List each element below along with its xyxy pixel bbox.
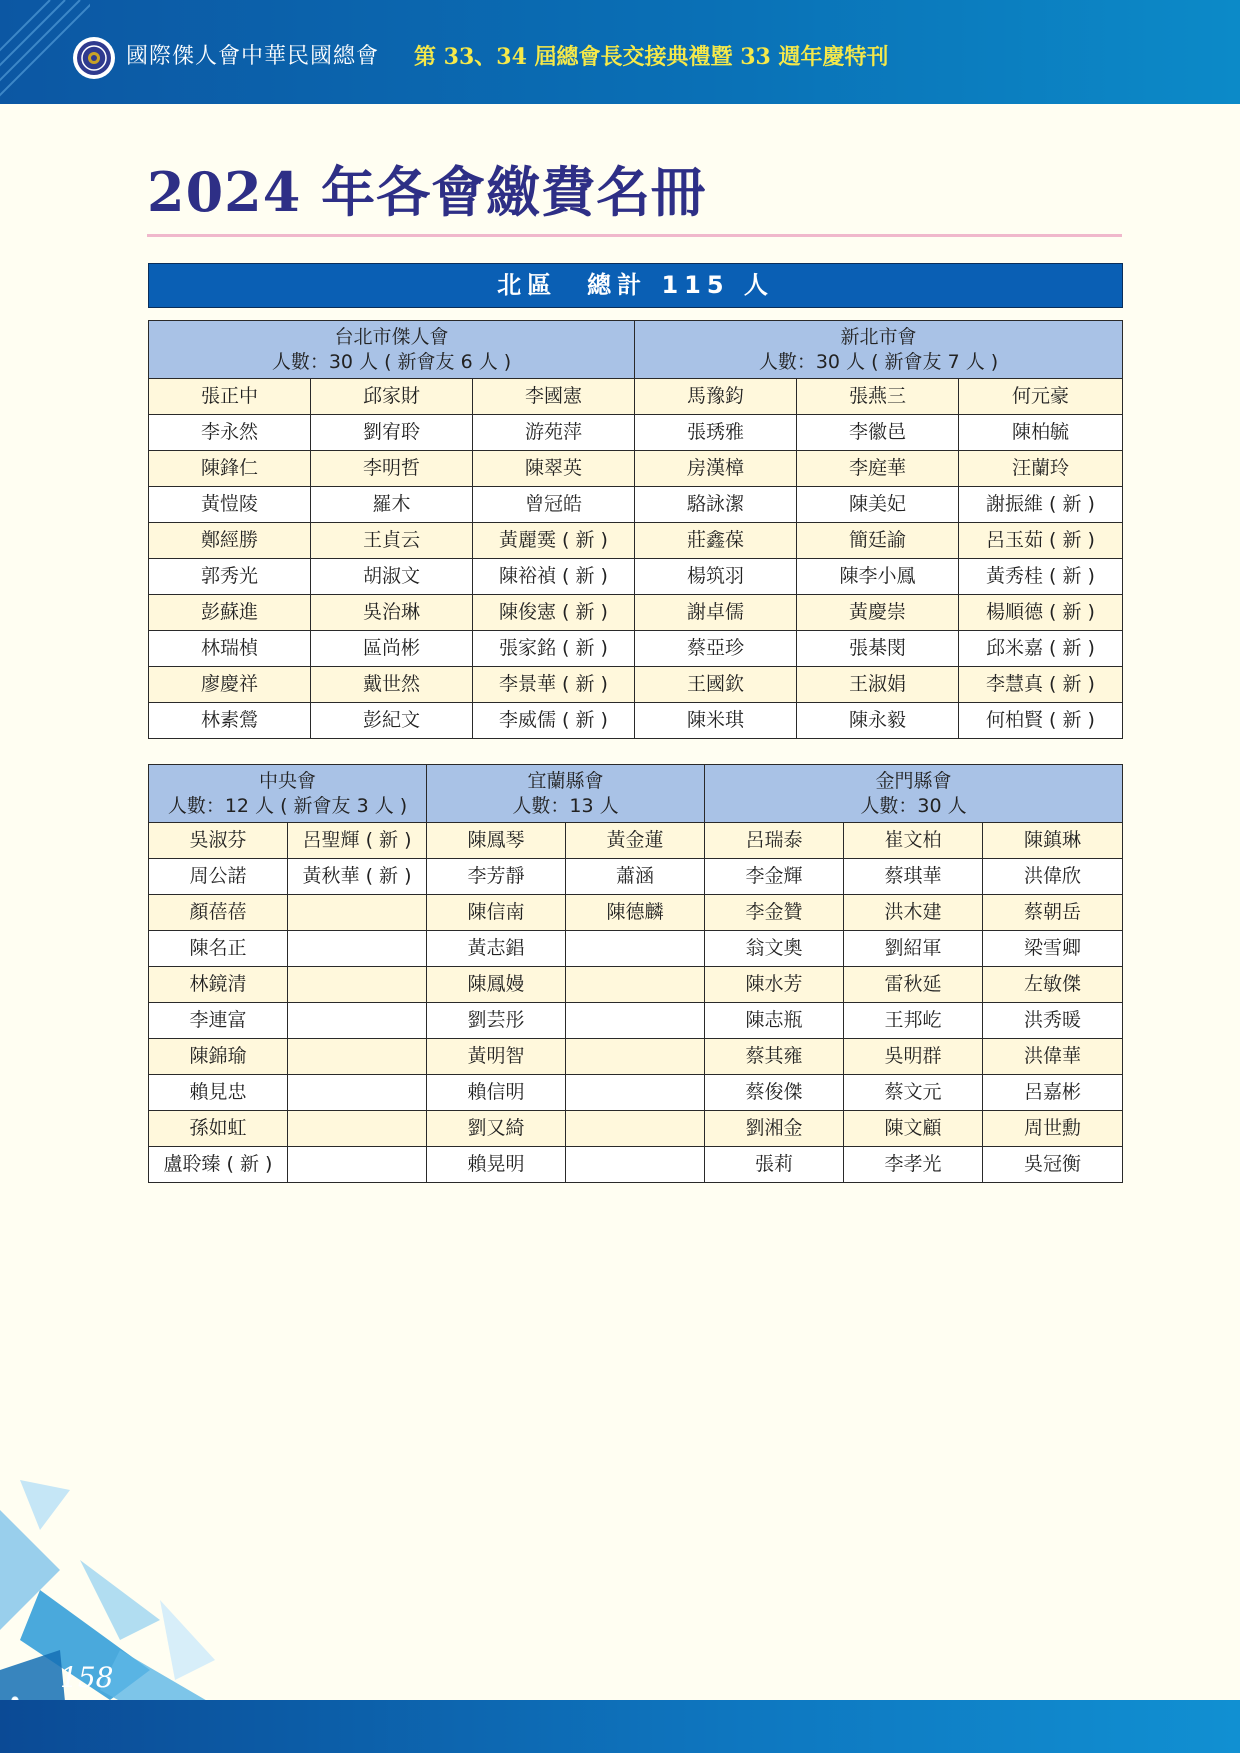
table-row bbox=[149, 931, 1123, 967]
member-name-cell: 羅木 bbox=[311, 487, 473, 523]
member-name-cell: 黃慶崇 bbox=[797, 595, 959, 631]
member-name-cell: 莊鑫葆 bbox=[635, 523, 797, 559]
member-name-cell: 蔡朝岳 bbox=[983, 895, 1123, 931]
member-name-cell: 陳鋒仁 bbox=[149, 451, 311, 487]
club-member-count: 人數：30 人 ( 新會友 6 人 ) bbox=[271, 350, 512, 373]
member-name-cell: 黃明智 bbox=[427, 1039, 566, 1075]
member-name-cell: 黃麗霙 ( 新 ) bbox=[473, 523, 635, 559]
member-name-cell bbox=[566, 1075, 705, 1111]
member-name-cell bbox=[288, 931, 427, 967]
member-name-cell: 李連富 bbox=[149, 1003, 288, 1039]
organization-name: 國際傑人會中華民國總會 bbox=[126, 44, 380, 69]
member-name-cell: 盧聆臻 ( 新 ) bbox=[149, 1147, 288, 1183]
member-name-cell: 謝振維 ( 新 ) bbox=[959, 487, 1123, 523]
table-row bbox=[149, 823, 1123, 859]
member-name-cell: 黃志錩 bbox=[427, 931, 566, 967]
issue-title: 第 33、34 屆總會長交接典禮暨 33 週年慶特刊 bbox=[414, 44, 889, 70]
page-title: 2024 年各會繳費名冊 bbox=[147, 160, 707, 224]
club-name: 新北市會 bbox=[840, 325, 917, 348]
member-name-cell: 陳錦瑜 bbox=[149, 1039, 288, 1075]
member-name-cell: 呂嘉彬 bbox=[983, 1075, 1123, 1111]
member-name-cell bbox=[288, 1111, 427, 1147]
club-member-count: 人數：30 人 bbox=[860, 794, 967, 817]
member-name-cell: 李徽邑 bbox=[797, 415, 959, 451]
member-name-cell: 吳冠衡 bbox=[983, 1147, 1123, 1183]
club-header-taipei bbox=[149, 321, 635, 379]
page-number: 158 bbox=[60, 1661, 114, 1694]
member-name-cell: 崔文柏 bbox=[844, 823, 983, 859]
member-name-cell: 陳李小鳳 bbox=[797, 559, 959, 595]
club-name: 中央會 bbox=[259, 769, 317, 792]
member-name-cell: 黃金蓮 bbox=[566, 823, 705, 859]
member-name-cell: 廖慶祥 bbox=[149, 667, 311, 703]
member-name-cell: 郭秀光 bbox=[149, 559, 311, 595]
table-row bbox=[149, 415, 1123, 451]
member-name-cell: 李孝光 bbox=[844, 1147, 983, 1183]
member-name-cell: 翁文奧 bbox=[705, 931, 844, 967]
member-name-cell: 劉湘金 bbox=[705, 1111, 844, 1147]
member-name-cell bbox=[566, 931, 705, 967]
member-name-cell: 陳裕禎 ( 新 ) bbox=[473, 559, 635, 595]
member-name-cell: 簡廷諭 bbox=[797, 523, 959, 559]
member-name-cell: 李永然 bbox=[149, 415, 311, 451]
member-name-cell: 陳永毅 bbox=[797, 703, 959, 739]
member-name-cell: 楊順德 ( 新 ) bbox=[959, 595, 1123, 631]
member-name-cell: 張棊閔 bbox=[797, 631, 959, 667]
table-row bbox=[149, 523, 1123, 559]
member-name-cell: 何元豪 bbox=[959, 379, 1123, 415]
member-name-cell: 王邦屹 bbox=[844, 1003, 983, 1039]
member-name-cell: 洪偉華 bbox=[983, 1039, 1123, 1075]
member-name-cell: 黃愷陵 bbox=[149, 487, 311, 523]
member-name-cell: 陳翠英 bbox=[473, 451, 635, 487]
member-name-cell: 雷秋延 bbox=[844, 967, 983, 1003]
member-name-cell: 林鏡清 bbox=[149, 967, 288, 1003]
member-name-cell bbox=[566, 1147, 705, 1183]
club-name: 宜蘭縣會 bbox=[527, 769, 604, 792]
roster-table-north-1 bbox=[148, 320, 1123, 739]
member-name-cell: 吳淑芬 bbox=[149, 823, 288, 859]
member-name-cell: 陳志瓶 bbox=[705, 1003, 844, 1039]
member-name-cell: 彭紀文 bbox=[311, 703, 473, 739]
member-name-cell: 梁雪卿 bbox=[983, 931, 1123, 967]
member-name-cell: 邱米嘉 ( 新 ) bbox=[959, 631, 1123, 667]
member-name-cell: 洪偉欣 bbox=[983, 859, 1123, 895]
club-member-count: 人數：12 人 ( 新會友 3 人 ) bbox=[167, 794, 408, 817]
table-row bbox=[149, 1075, 1123, 1111]
member-name-cell: 李景華 ( 新 ) bbox=[473, 667, 635, 703]
member-name-cell: 汪蘭玲 bbox=[959, 451, 1123, 487]
club-header-kinmen bbox=[705, 765, 1123, 823]
member-name-cell: 馬豫鈞 bbox=[635, 379, 797, 415]
member-name-cell bbox=[288, 1075, 427, 1111]
member-name-cell: 陳信南 bbox=[427, 895, 566, 931]
member-name-cell: 李金贊 bbox=[705, 895, 844, 931]
table-row bbox=[149, 895, 1123, 931]
member-name-cell: 陳柏毓 bbox=[959, 415, 1123, 451]
member-name-cell: 何柏賢 ( 新 ) bbox=[959, 703, 1123, 739]
member-name-cell: 呂玉茹 ( 新 ) bbox=[959, 523, 1123, 559]
header-band bbox=[0, 0, 1240, 104]
member-name-cell bbox=[566, 1039, 705, 1075]
member-name-cell: 左敏傑 bbox=[983, 967, 1123, 1003]
member-name-cell: 謝卓儒 bbox=[635, 595, 797, 631]
member-name-cell bbox=[288, 967, 427, 1003]
member-name-cell: 王貞云 bbox=[311, 523, 473, 559]
member-name-cell bbox=[288, 1147, 427, 1183]
member-name-cell: 區尚彬 bbox=[311, 631, 473, 667]
member-name-cell: 劉芸彤 bbox=[427, 1003, 566, 1039]
member-name-cell: 黃秋華 ( 新 ) bbox=[288, 859, 427, 895]
club-header-new-taipei bbox=[635, 321, 1123, 379]
club-name: 金門縣會 bbox=[875, 769, 952, 792]
member-name-cell: 李芳靜 bbox=[427, 859, 566, 895]
member-name-cell: 張家銘 ( 新 ) bbox=[473, 631, 635, 667]
member-name-cell: 李威儒 ( 新 ) bbox=[473, 703, 635, 739]
member-name-cell: 張莉 bbox=[705, 1147, 844, 1183]
table-row bbox=[149, 967, 1123, 1003]
member-name-cell: 黃秀桂 ( 新 ) bbox=[959, 559, 1123, 595]
member-name-cell: 彭蘇進 bbox=[149, 595, 311, 631]
member-name-cell: 張琇雅 bbox=[635, 415, 797, 451]
member-name-cell bbox=[566, 1111, 705, 1147]
member-name-cell: 李庭華 bbox=[797, 451, 959, 487]
member-name-cell bbox=[288, 895, 427, 931]
table-row bbox=[149, 595, 1123, 631]
region-total-bar: 北區 總計 115 人 bbox=[148, 263, 1123, 308]
member-name-cell: 陳文顧 bbox=[844, 1111, 983, 1147]
member-name-cell bbox=[288, 1039, 427, 1075]
member-name-cell: 吳治琳 bbox=[311, 595, 473, 631]
organization-logo-icon bbox=[72, 36, 116, 80]
member-name-cell: 周世勳 bbox=[983, 1111, 1123, 1147]
member-name-cell: 蔡俊傑 bbox=[705, 1075, 844, 1111]
member-name-cell: 陳德麟 bbox=[566, 895, 705, 931]
member-name-cell: 陳名正 bbox=[149, 931, 288, 967]
member-name-cell: 楊筑羽 bbox=[635, 559, 797, 595]
member-name-cell: 李慧真 ( 新 ) bbox=[959, 667, 1123, 703]
member-name-cell: 林瑞楨 bbox=[149, 631, 311, 667]
club-member-count: 人數：13 人 bbox=[512, 794, 619, 817]
member-name-cell: 張正中 bbox=[149, 379, 311, 415]
member-name-cell: 蕭涵 bbox=[566, 859, 705, 895]
member-name-cell: 陳鎮琳 bbox=[983, 823, 1123, 859]
club-member-count: 人數：30 人 ( 新會友 7 人 ) bbox=[758, 350, 999, 373]
member-name-cell: 劉宥聆 bbox=[311, 415, 473, 451]
table-row bbox=[149, 703, 1123, 739]
member-name-cell bbox=[566, 1003, 705, 1039]
table-row bbox=[149, 1039, 1123, 1075]
member-name-cell: 周公諾 bbox=[149, 859, 288, 895]
member-name-cell: 蔡亞珍 bbox=[635, 631, 797, 667]
table-row bbox=[149, 1147, 1123, 1183]
member-name-cell: 駱詠潔 bbox=[635, 487, 797, 523]
member-name-cell: 張燕三 bbox=[797, 379, 959, 415]
table-row bbox=[149, 667, 1123, 703]
footer-band bbox=[0, 1700, 1240, 1753]
member-name-cell: 邱家財 bbox=[311, 379, 473, 415]
member-name-cell: 吳明群 bbox=[844, 1039, 983, 1075]
table-row bbox=[149, 451, 1123, 487]
member-name-cell: 劉紹軍 bbox=[844, 931, 983, 967]
member-name-cell bbox=[566, 967, 705, 1003]
table-row bbox=[149, 379, 1123, 415]
member-name-cell: 顏蓓蓓 bbox=[149, 895, 288, 931]
table-row bbox=[149, 487, 1123, 523]
member-name-cell: 呂聖輝 ( 新 ) bbox=[288, 823, 427, 859]
member-name-cell: 胡淑文 bbox=[311, 559, 473, 595]
member-name-cell: 陳鳳琴 bbox=[427, 823, 566, 859]
table-row bbox=[149, 631, 1123, 667]
member-name-cell: 鄭經勝 bbox=[149, 523, 311, 559]
member-name-cell: 游苑萍 bbox=[473, 415, 635, 451]
roster-table-north-2 bbox=[148, 764, 1123, 1183]
member-name-cell: 王國欽 bbox=[635, 667, 797, 703]
member-name-cell: 劉又綺 bbox=[427, 1111, 566, 1147]
member-name-cell bbox=[288, 1003, 427, 1039]
member-name-cell: 林素鶯 bbox=[149, 703, 311, 739]
member-name-cell: 賴晃明 bbox=[427, 1147, 566, 1183]
member-name-cell: 戴世然 bbox=[311, 667, 473, 703]
member-name-cell: 蔡其雍 bbox=[705, 1039, 844, 1075]
member-name-cell: 陳米琪 bbox=[635, 703, 797, 739]
club-header-yilan bbox=[427, 765, 705, 823]
member-name-cell: 呂瑞泰 bbox=[705, 823, 844, 859]
member-name-cell: 洪木建 bbox=[844, 895, 983, 931]
member-name-cell: 賴見忠 bbox=[149, 1075, 288, 1111]
member-name-cell: 李金輝 bbox=[705, 859, 844, 895]
member-name-cell: 陳美妃 bbox=[797, 487, 959, 523]
table-row bbox=[149, 1111, 1123, 1147]
member-name-cell: 陳鳳嫚 bbox=[427, 967, 566, 1003]
table-row bbox=[149, 859, 1123, 895]
member-name-cell: 孫如虹 bbox=[149, 1111, 288, 1147]
club-name: 台北市傑人會 bbox=[334, 325, 449, 348]
member-name-cell: 房漢樟 bbox=[635, 451, 797, 487]
member-name-cell: 曾冠皓 bbox=[473, 487, 635, 523]
club-header-central bbox=[149, 765, 427, 823]
member-name-cell: 王淑娟 bbox=[797, 667, 959, 703]
member-name-cell: 李明哲 bbox=[311, 451, 473, 487]
member-name-cell: 蔡琪華 bbox=[844, 859, 983, 895]
member-name-cell: 洪秀暖 bbox=[983, 1003, 1123, 1039]
table-row bbox=[149, 1003, 1123, 1039]
title-divider bbox=[147, 234, 1122, 237]
table-row bbox=[149, 559, 1123, 595]
member-name-cell: 賴信明 bbox=[427, 1075, 566, 1111]
member-name-cell: 蔡文元 bbox=[844, 1075, 983, 1111]
member-name-cell: 李國憲 bbox=[473, 379, 635, 415]
member-name-cell: 陳水芳 bbox=[705, 967, 844, 1003]
member-name-cell: 陳俊憲 ( 新 ) bbox=[473, 595, 635, 631]
